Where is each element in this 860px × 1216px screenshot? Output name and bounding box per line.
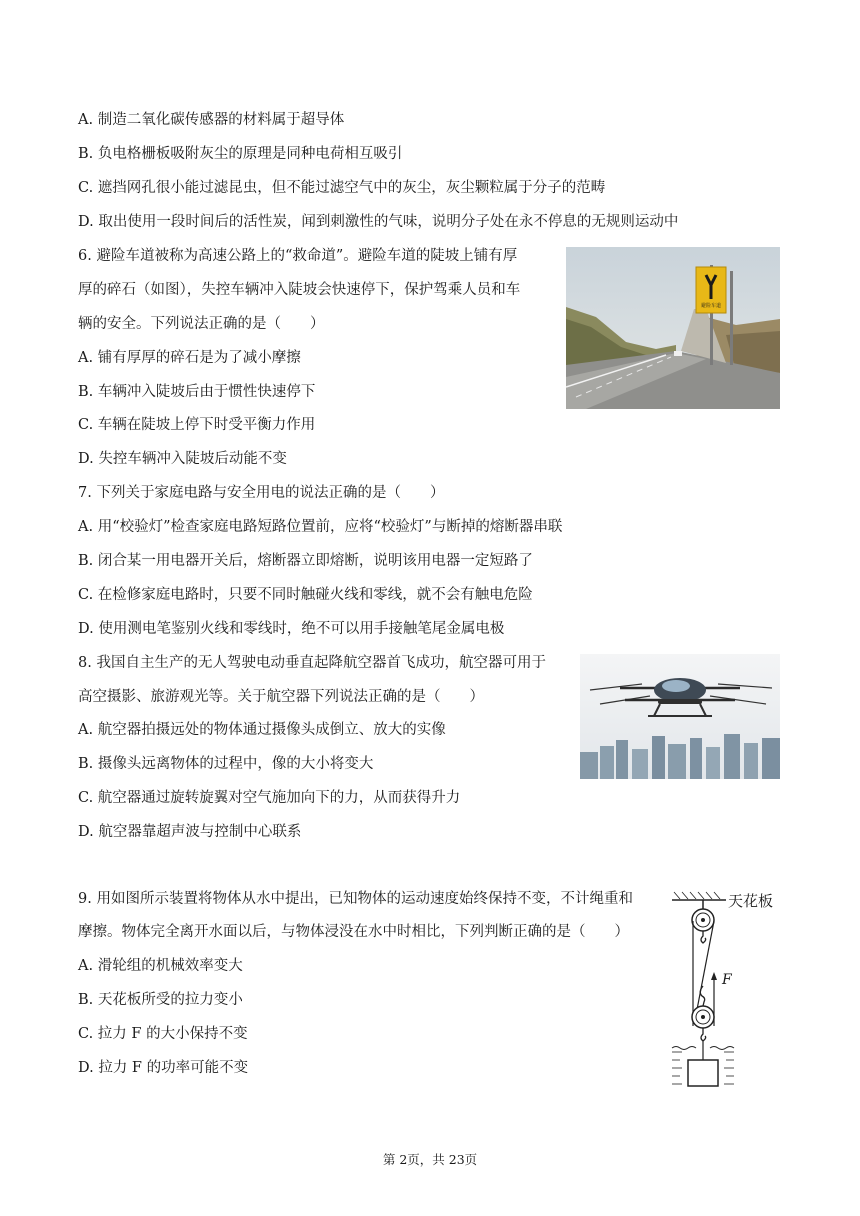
q8-stem-line-1: 8. 我国自主生产的无人驾驶电动垂直起降航空器首飞成功，航空器可用于 [78, 655, 546, 671]
q5-option-a: A. 制造二氧化碳传感器的材料属于超导体 [78, 112, 345, 128]
q6-option-d: D. 失控车辆冲入陡坡后动能不变 [78, 451, 287, 467]
pulley-diagram [668, 888, 786, 1094]
q6-option-c: C. 车辆在陡坡上停下时受平衡力作用 [78, 417, 316, 433]
q9-stem-line-2: 摩擦。物体完全离开水面以后，与物体浸没在水中时相比，下列判断正确的是（ ） [78, 924, 629, 940]
q8-option-b: B. 摄像头远离物体的过程中，像的大小将变大 [78, 756, 374, 772]
q8-stem-line-2: 高空摄影、旅游观光等。关于航空器下列说法正确的是（ ） [78, 689, 484, 705]
q9-option-d: D. 拉力 F 的功率可能不变 [78, 1060, 249, 1076]
q6-option-a: A. 铺有厚厚的碎石是为了减小摩擦 [78, 350, 301, 366]
q9-option-b: B. 天花板所受的拉力变小 [78, 992, 243, 1008]
force-f-label: F [722, 972, 732, 988]
q8-option-d: D. 航空器靠超声波与控制中心联系 [78, 824, 302, 840]
q5-option-d: D. 取出使用一段时间后的活性炭，闻到刺激性的气味，说明分子处在永不停息的无规则运动中 [78, 214, 679, 230]
q8-option-a: A. 航空器拍摄远处的物体通过摄像头成倒立、放大的实像 [78, 722, 446, 738]
q8-option-c: C. 航空器通过旋转旋翼对空气施加向下的力，从而获得升力 [78, 790, 461, 806]
q7-stem: 7. 下列关于家庭电路与安全用电的说法正确的是（ ） [78, 485, 445, 501]
q6-stem-line-3: 辆的安全。下列说法正确的是（ ） [78, 316, 325, 332]
ceiling-label: 天花板 [728, 892, 774, 910]
escape-lane-sign-label: 避险车道 [700, 303, 722, 309]
q6-stem-line-2: 厚的碎石（如图），失控车辆冲入陡坡会快速停下，保护驾乘人员和车 [78, 282, 521, 298]
q7-option-a: A. 用“校验灯”检查家庭电路短路位置前，应将“校验灯”与断掉的熔断器串联 [78, 519, 563, 535]
q9-option-a: A. 滑轮组的机械效率变大 [78, 958, 243, 974]
escape-lane-photo [566, 247, 780, 409]
q9-option-c: C. 拉力 F 的大小保持不变 [78, 1026, 248, 1042]
q6-stem-line-1: 6. 避险车道被称为高速公路上的“救命道”。避险车道的陡坡上铺有厚 [78, 248, 518, 264]
q7-option-d: D. 使用测电笔鉴别火线和零线时，绝不可以用手接触笔尾金属电极 [78, 621, 505, 637]
page-footer: 第 2页，共 23页 [382, 1152, 478, 1167]
q6-option-b: B. 车辆冲入陡坡后由于惯性快速停下 [78, 384, 316, 400]
q5-option-c: C. 遮挡网孔很小能过滤昆虫，但不能过滤空气中的灰尘，灰尘颗粒属于分子的范畴 [78, 180, 606, 196]
q7-option-c: C. 在检修家庭电路时，只要不同时触碰火线和零线，就不会有触电危险 [78, 587, 533, 603]
q7-option-b: B. 闭合某一用电器开关后，熔断器立即熔断，说明该用电器一定短路了 [78, 553, 533, 569]
q5-option-b: B. 负电格栅板吸附灰尘的原理是同种电荷相互吸引 [78, 146, 403, 162]
drone-aircraft-photo [580, 654, 780, 779]
q9-stem-line-1: 9. 用如图所示装置将物体从水中提出，已知物体的运动速度始终保持不变，不计绳重和 [78, 891, 633, 907]
